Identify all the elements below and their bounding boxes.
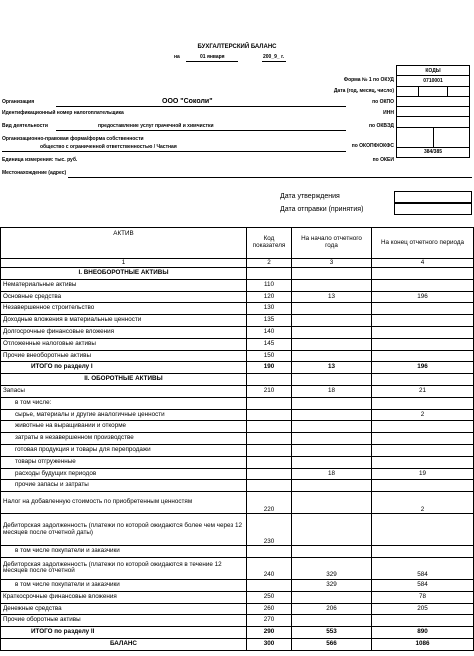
code-okei: 384/385 [397,147,470,157]
table-row [1,268,474,280]
row-end-value [372,480,474,492]
row-end-value [372,421,474,433]
row-start-value [292,397,372,409]
org-label: Организация [2,99,35,105]
row-start-value [292,279,372,291]
row-end-value [372,615,474,627]
row-start-value [292,492,372,514]
table-row [1,303,474,315]
okved-label: по ОКВЭД [368,123,394,129]
row-end-value [372,350,474,362]
table-row [1,374,474,386]
table-row [1,279,474,291]
row-end-value [372,444,474,456]
row-end-value: 78 [372,591,474,603]
row-start-value [292,480,372,492]
okopf-label: по ОКОПФ/ОКФС [351,143,394,149]
empty-cell [372,268,474,280]
table-row [1,409,474,421]
row-start-value: 18 [292,468,372,480]
row-label: Налог на добавленную стоимость по приобретенным ценностям [1,492,247,514]
row-start-value [292,421,372,433]
row-end-value [372,546,474,558]
sent-label: Дата отправки (принятия) [280,206,364,213]
table-row [1,385,474,397]
table-row [1,480,474,492]
table-row [1,444,474,456]
table-row [1,433,474,445]
org-name: ООО "Соколи" [162,98,213,105]
code-inn [397,107,470,117]
row-start-value [292,444,372,456]
empty-cell [292,268,372,280]
row-label: расходы будущих периодов [1,468,247,480]
okpo-label: по ОКПО [372,99,394,105]
row-code [247,456,292,468]
col-header-asset: АКТИВ [1,228,247,259]
row-end-value: 2 [372,492,474,514]
table-row [1,362,474,374]
row-start-value [292,591,372,603]
table-row [1,603,474,615]
address-label: Местонахождение (адрес) [2,170,67,176]
legal-form-label: Организационно-правовая форма/форма собственности [2,136,144,142]
row-label: прочие запасы и затраты [1,480,247,492]
table-row [1,627,474,639]
row-end-value [372,279,474,291]
table-row [1,315,474,327]
row-start-value [292,514,372,546]
date-year-line [262,61,286,62]
table-row [1,291,474,303]
row-label: Нематериальные активы [1,279,247,291]
section-title: I. ВНЕОБОРОТНЫЕ АКТИВЫ [1,268,247,280]
org-line [56,106,346,107]
row-label: Дебиторская задолженность (платежи по которой ожидаются в течение 12 месяцев после отчетной [1,557,247,579]
code-okopf [397,127,470,147]
table-row [1,615,474,627]
row-start-value: 329 [292,579,372,591]
row-code [247,421,292,433]
row-label: Долгосрочные финансовые вложения [1,326,247,338]
row-end-value: 890 [372,627,474,639]
row-end-value [372,315,474,327]
empty-cell [247,374,292,386]
row-label: в том числе: [1,397,247,409]
row-label: ИТОГО по разделу II [1,627,247,639]
date-day-line [186,61,238,62]
row-start-value: 13 [292,362,372,374]
row-end-value: 1086 [372,638,474,650]
okei-label: по ОКЕИ [372,157,394,163]
row-label: Основные средства [1,291,247,303]
document-title: БУХГАЛТЕРСКИЙ БАЛАНС [197,44,277,50]
row-code: 110 [247,279,292,291]
code-okved [397,117,470,127]
row-code: 240 [247,557,292,579]
row-code: 300 [247,638,292,650]
row-start-value [292,456,372,468]
row-start-value [292,326,372,338]
table-row [1,546,474,558]
units-label: Единица измерения: тыс. руб. [2,157,78,163]
row-label: Денежные средства [1,603,247,615]
row-code: 145 [247,338,292,350]
row-end-value [372,433,474,445]
address-line [68,177,472,178]
inn-label: ИНН [383,110,394,116]
row-code: 190 [247,362,292,374]
row-end-value [372,397,474,409]
row-code: 230 [247,514,292,546]
table-row [1,591,474,603]
row-start-value: 329 [292,557,372,579]
asset-table [0,227,474,651]
row-label: сырье, материалы и другие аналогичные ценности [1,409,247,421]
row-code: 270 [247,615,292,627]
row-end-value: 584 [372,579,474,591]
row-label: ИТОГО по разделу I [1,362,247,374]
table-row [1,468,474,480]
row-label: Незавершенное строительство [1,303,247,315]
row-code: 260 [247,603,292,615]
row-code [247,579,292,591]
col-number: 2 [247,259,292,268]
row-label: Отложенные налоговые активы [1,338,247,350]
table-row [1,338,474,350]
row-start-value: 566 [292,638,372,650]
col-header-start: На начало отчетного года [292,228,372,259]
row-code: 140 [247,326,292,338]
code-okud: 0710001 [397,76,470,86]
table-row [1,514,474,546]
row-label: Прочие внеоборотные активы [1,350,247,362]
row-start-value [292,615,372,627]
activity-line [56,130,346,131]
activity-label: Вид деятельности [2,123,48,129]
code-okpo [397,96,470,106]
taxid-label: Идентификационный номер налогоплательщика [2,110,124,116]
code-date [397,86,470,96]
row-code: 290 [247,627,292,639]
row-end-value: 21 [372,385,474,397]
row-code [247,397,292,409]
row-label: животные на выращивании и откорме [1,421,247,433]
col-number: 1 [1,259,247,268]
approved-label: Дата утверждения [280,193,340,200]
row-code: 250 [247,591,292,603]
row-label: Доходные вложения в материальные ценности [1,315,247,327]
codes-table [396,65,470,158]
col-number: 3 [292,259,372,268]
activity-value: предоставление услуг прачечной и химчистки [98,123,214,129]
row-end-value: 2 [372,409,474,421]
row-start-value: 13 [292,291,372,303]
row-start-value [292,350,372,362]
row-code [247,546,292,558]
row-code: 135 [247,315,292,327]
row-end-value [372,338,474,350]
date-year: 200_9_ г. [263,54,285,60]
row-code [247,444,292,456]
col-header-code: Код показателя [247,228,292,259]
table-row [1,579,474,591]
row-end-value [372,326,474,338]
row-start-value [292,409,372,421]
date-code-label: Дата (год, месяц, число) [333,88,394,94]
row-code: 120 [247,291,292,303]
table-row [1,638,474,650]
row-start-value: 553 [292,627,372,639]
row-end-value: 205 [372,603,474,615]
row-end-value [372,456,474,468]
row-label: готовая продукция и товары для перепродажи [1,444,247,456]
table-row [1,492,474,514]
row-start-value [292,315,372,327]
row-end-value: 584 [372,557,474,579]
table-row [1,456,474,468]
row-end-value [372,514,474,546]
table-row [1,397,474,409]
row-code [247,409,292,421]
date-prefix: на [174,54,180,60]
empty-cell [247,268,292,280]
approved-box [394,191,472,203]
row-end-value [372,303,474,315]
row-start-value: 206 [292,603,372,615]
row-label: Прочие оборотные активы [1,615,247,627]
row-label: в том числе покупатели и заказчики [1,546,247,558]
table-row [1,421,474,433]
row-code: 210 [247,385,292,397]
empty-cell [372,374,474,386]
row-start-value: 18 [292,385,372,397]
row-label: БАЛАНС [1,638,247,650]
row-code [247,480,292,492]
okud-label: Форма № 1 по ОКУД [343,77,394,83]
col-number: 4 [372,259,474,268]
sent-box [394,203,472,215]
row-start-value [292,303,372,315]
row-start-value [292,433,372,445]
col-header-end: На конец отчетного периода [372,228,474,259]
row-label: Запасы [1,385,247,397]
row-end-value: 196 [372,362,474,374]
row-start-value [292,546,372,558]
row-code: 130 [247,303,292,315]
row-start-value [292,338,372,350]
row-label: товары отгруженные [1,456,247,468]
row-label: Дебиторская задолженность (платежи по которой ожидаются более чем через 12 месяцев после отчетной даты) [1,514,247,546]
row-code [247,433,292,445]
table-row [1,326,474,338]
row-label: Краткосрочные финансовые вложения [1,591,247,603]
row-code [247,468,292,480]
date-day: 01 января [200,54,225,60]
table-row [1,557,474,579]
row-label: затраты в незавершенном производстве [1,433,247,445]
row-label: в том числе покупатели и заказчики [1,579,247,591]
section-title: II. ОБОРОТНЫЕ АКТИВЫ [1,374,247,386]
row-end-value: 196 [372,291,474,303]
legal-form-value: общество с ограниченной ответственностью / Частная [40,144,177,150]
legal-form-line [2,151,346,152]
empty-cell [292,374,372,386]
row-code: 150 [247,350,292,362]
codes-header: КОДЫ [397,66,470,76]
table-row [1,350,474,362]
row-end-value: 19 [372,468,474,480]
row-code: 220 [247,492,292,514]
